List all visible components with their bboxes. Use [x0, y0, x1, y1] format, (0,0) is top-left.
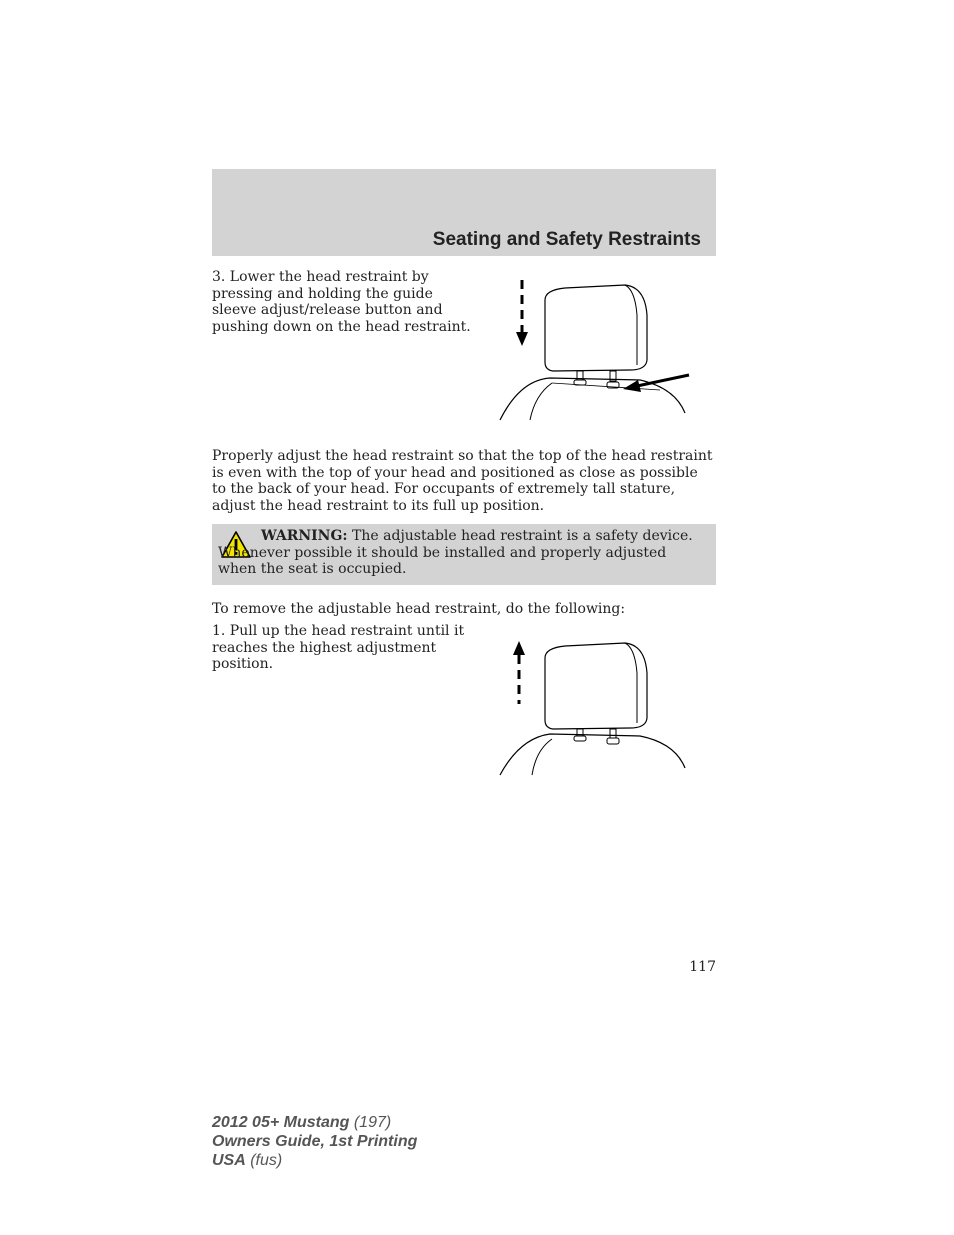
- down-arrow-icon: [516, 280, 528, 346]
- footer-line-1: 2012 05+ Mustang (197): [212, 1114, 392, 1131]
- section-header-band: [212, 169, 716, 256]
- warning-text: [218, 528, 698, 578]
- step-1-text: 1. Pull up the head restraint until it reaches the highest adjustment position.: [212, 623, 465, 672]
- section-title: Seating and Safety Restraints: [432, 229, 701, 250]
- warning-box: [212, 524, 716, 585]
- footer-line-3: USA (fus): [212, 1152, 283, 1169]
- page-number: 117: [689, 959, 716, 975]
- step-3-text: 3. Lower the head restraint by pressing and holding the guide sleeve adjust/release button and pushing down on the head restraint.: [212, 269, 471, 335]
- warning-label: WARNING:: [261, 528, 348, 544]
- head-restraint-lower-illustration: [490, 270, 710, 430]
- footer-line-2: Owners Guide, 1st Printing: [212, 1133, 418, 1150]
- up-arrow-icon: [513, 641, 525, 704]
- head-restraint-raise-illustration: [490, 628, 710, 783]
- remove-intro-text: To remove the adjustable head restraint, do the following:: [212, 601, 626, 617]
- footer-print-info: [212, 1113, 417, 1170]
- warning-body: The adjustable head restraint is a safety device. Whenever possible it should be installed and properly adjusted when the seat is occupied.: [218, 528, 693, 577]
- adjust-instructions-paragraph: Properly adjust the head restraint so that the top of the head restraint is even with the top of your head and positioned as close as possible to the back of your head. For occupants of extremely tall stature, adjust the head restraint to its full up position.: [212, 448, 713, 514]
